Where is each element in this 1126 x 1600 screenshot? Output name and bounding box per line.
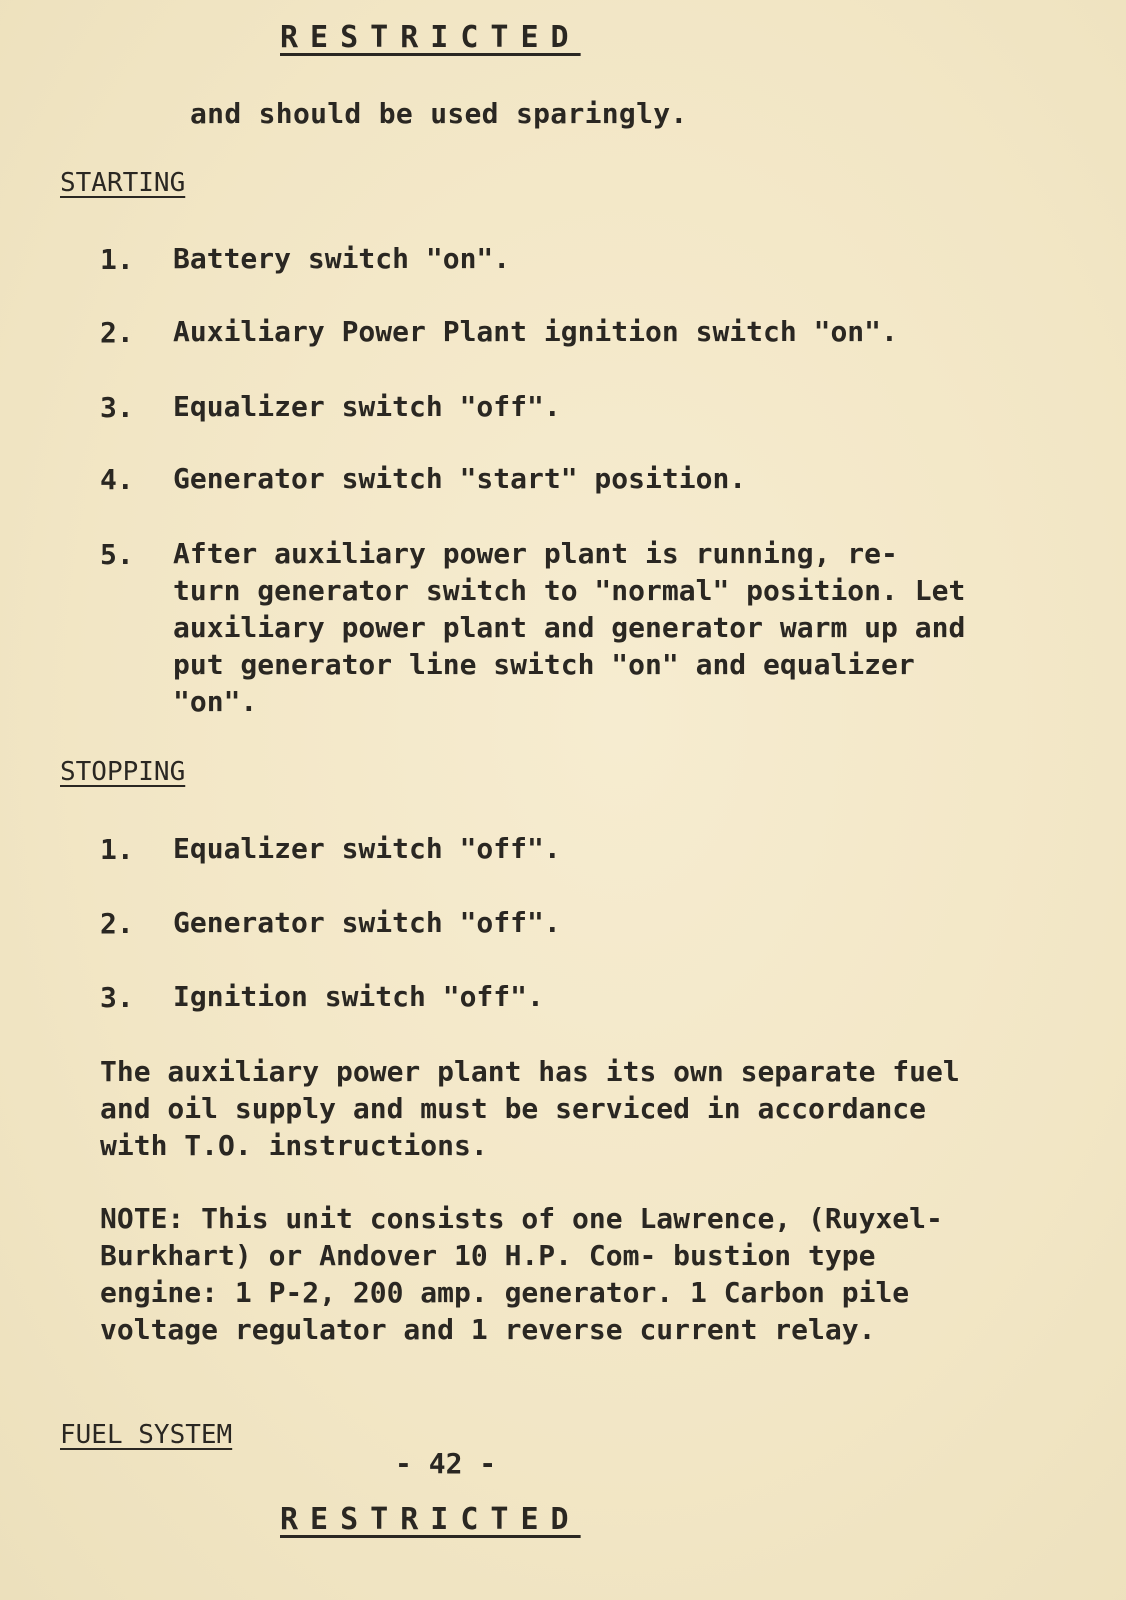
starting-item: Auxiliary Power Plant ignition switch "on". [173,315,898,348]
stopping-item-number: 2. [100,907,134,940]
starting-item-number: 5. [100,538,134,571]
starting-heading: STARTING [60,168,186,198]
starting-item: Battery switch "on". [173,242,511,275]
starting-item-number: 2. [100,316,134,349]
fuel-system-heading: FUEL SYSTEM [60,1420,233,1450]
stopping-item: Generator switch "off". [173,906,561,939]
stopping-item: Equalizer switch "off". [173,832,561,865]
starting-item: Generator switch "start" position. [173,462,747,495]
starting-item-number: 1. [100,243,134,276]
stopping-item-number: 3. [100,981,134,1014]
page-number: - 42 - [395,1447,497,1480]
starting-item-number: 4. [100,463,134,496]
restricted-banner-top: RESTRICTED [280,20,581,55]
starting-item: Equalizer switch "off". [173,390,561,423]
stopping-heading: STOPPING [60,757,186,787]
stopping-item-number: 1. [100,833,134,866]
starting-item-number: 3. [100,391,134,424]
starting-item: After auxiliary power plant is running, re- turn generator switch to "normal" position. Let auxiliary power plant and generator warm up and put generator line switch "on" and equalizer "on". [173,537,966,718]
restricted-banner-bottom: RESTRICTED [280,1502,581,1537]
stopping-item: Ignition switch "off". [173,980,544,1013]
service-paragraph: The auxiliary power plant has its own separate fuel and oil supply and must be serviced in accordance with T.O. instructions. [100,1055,960,1162]
intro-text: and should be used sparingly. [190,97,688,130]
note-paragraph: NOTE: This unit consists of one Lawrence, (Ruyxel-Burkhart) or Andover 10 H.P. Com- bustion type engine: 1 P-2, 200 amp. generator. 1 Carbon pile voltage regulator and 1 reverse current relay. [100,1202,943,1346]
